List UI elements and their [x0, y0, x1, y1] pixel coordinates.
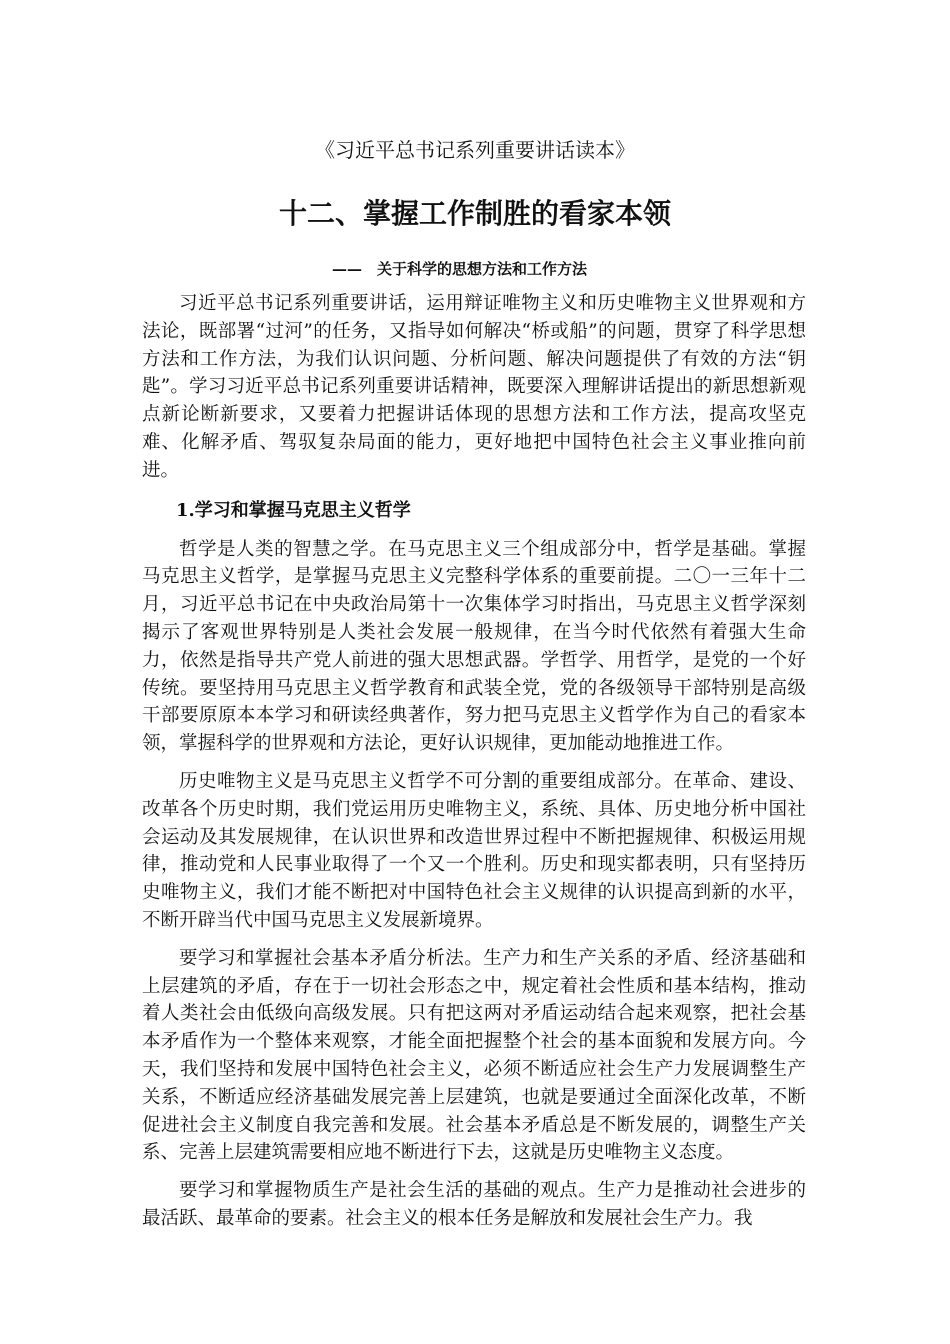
chapter-title: 十二、掌握工作制胜的看家本领 — [278, 197, 671, 230]
document-body — [142, 290, 806, 1243]
body-paragraph: 历史唯物主义是马克思主义哲学不可分割的重要组成部分。在革命、建设、改革各个历史时期，我们党运用历史唯物主义，系统、具体、历史地分析中国社会运动及其发展规律，在认识世界和改造世界过程中不断把握规律、积极运用规律，推动党和人民事业取得了一个又一个胜利。历史和现实都表明，只有坚持历史唯物主义，我们才能不断把对中国特色社会主义规律的认识提高到新的水平，不断开辟当代中国马克思主义发展新境界。 — [142, 770, 806, 931]
body-paragraph: 哲学是人类的智慧之学。在马克思主义三个组成部分中，哲学是基础。掌握马克思主义哲学，是掌握马克思主义完整科学体系的重要前提。二〇一三年十二月，习近平总书记在中央政治局第十一次集体学习时指出，马克思主义哲学深刻揭示了客观世界特别是人类社会发展一般规律，在当今时代依然有着强大生命力，依然是指导共产党人前进的强大思想武器。学哲学、用哲学，是党的一个好传统。要坚持用马克思主义哲学教育和武装全党，党的各级领导干部特别是高级干部要原原本本学习和研读经典著作，努力把马克思主义哲学作为自己的看家本领，掌握科学的世界观和方法论，更好认识规律，更加能动地推进工作。 — [142, 538, 806, 755]
book-title: 《习近平总书记系列重要讲话读本》 — [315, 138, 635, 162]
chapter-subtitle: —— 关于科学的思想方法和工作方法 — [332, 260, 588, 278]
intro-paragraph: 习近平总书记系列重要讲话，运用辩证唯物主义和历史唯物主义世界观和方法论，既部署“过河”的任务，又指导如何解决“桥或船”的问题，贯穿了科学思想方法和工作方法，为我们认识问题、分析问题、解决问题提供了有效的方法“钥匙”。学习习近平总书记系列重要讲话精神，既要深入理解讲话提出的新思想新观点新论断新要求，又要着力把握讲话体现的思想方法和工作方法，提高攻坚克难、化解矛盾、驾驭复杂局面的能力，更好地把中国特色社会主义事业推向前进。 — [142, 293, 806, 481]
section-heading: 1.学习和掌握马克思主义哲学 — [176, 499, 411, 521]
body-paragraph: 要学习和掌握物质生产是社会生活的基础的观点。生产力是推动社会进步的最活跃、最革命的要素。社会主义的根本任务是解放和发展社会生产力。我 — [142, 1180, 806, 1229]
body-paragraph: 要学习和掌握社会基本矛盾分析法。生产力和生产关系的矛盾、经济基础和上层建筑的矛盾，存在于一切社会形态之中，规定着社会性质和基本结构，推动着人类社会由低级向高级发展。只有把这两对矛盾运动结合起来观察，把社会基本矛盾作为一个整体来观察，才能全面把握整个社会的基本面貌和发展方向。今天，我们坚持和发展中国特色社会主义，必须不断适应社会生产力发展调整生产关系，不断适应经济基础发展完善上层建筑，也就是要通过全面深化改革，不断促进社会主义制度自我完善和发展。社会基本矛盾总是不断发展的，调整生产关系、完善上层建筑需要相应地不断进行下去，这就是历史唯物主义态度。 — [142, 947, 806, 1164]
